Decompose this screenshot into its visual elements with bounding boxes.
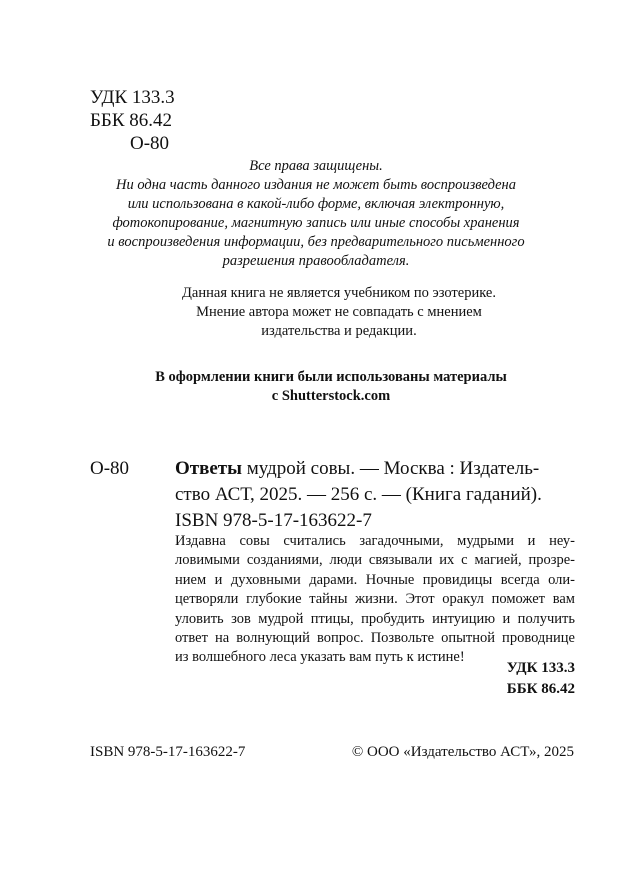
biblio-line-1 bbox=[175, 456, 539, 482]
annotation-udk: УДК 133.3 bbox=[506, 660, 575, 676]
annotation-line: нием и духовными дарами. Ночные провидицы всегда оли- bbox=[175, 571, 575, 588]
rights-line: или использована в какой-либо форме, включая электронную, bbox=[127, 196, 505, 212]
biblio-line-2: ство АСТ, 2025. — 256 с. — (Книга гаданий). bbox=[175, 484, 542, 505]
author-mark: О-80 bbox=[130, 133, 170, 154]
annotation-line: Издавна совы считались загадочными, мудрыми и неу- bbox=[175, 533, 575, 549]
biblio-title-bold: Ответы bbox=[175, 458, 242, 479]
materials-line: В оформлении книги были использованы материалы bbox=[155, 369, 507, 385]
disclaimer bbox=[0, 284, 632, 341]
annotation-codes bbox=[507, 658, 575, 700]
rights-notice bbox=[0, 157, 632, 271]
annotation-line: уловить зов мудрой птицы, пробудить интуицию и получить bbox=[175, 610, 575, 627]
footer-copyright: © ООО «Издательство АСТ», 2025 bbox=[351, 744, 574, 760]
disclaimer-line: Мнение автора может не совпадать с мнением bbox=[196, 304, 482, 320]
materials-note bbox=[0, 368, 632, 406]
materials-line: с Shutterstock.com bbox=[271, 388, 391, 404]
annotation-bbk: ББК 86.42 bbox=[506, 681, 575, 697]
annotation-line: цетворяли глубокие тайны жизни. Этот оракул поможет вам bbox=[175, 591, 575, 608]
annotation-line: ловимыми созданиями, люди связывали их с магией, прозре- bbox=[175, 552, 575, 569]
rights-line: фотокопирование, магнитную запись или иные способы хранения bbox=[112, 215, 520, 231]
disclaimer-line: издательства и редакции. bbox=[261, 323, 417, 339]
rights-line: разрешения правообладателя. bbox=[222, 253, 410, 269]
disclaimer-line: Данная книга не является учебником по эзотерике. bbox=[182, 285, 496, 301]
annotation-line: из волшебного леса указать вам путь к истине! bbox=[175, 649, 465, 666]
annotation bbox=[175, 532, 575, 668]
annotation-line: ответ на волнующий вопрос. Позвольте опытной проводнице bbox=[175, 630, 575, 647]
footer-isbn: ISBN 978-5-17-163622-7 bbox=[90, 744, 246, 760]
udk-code: УДК 133.3 bbox=[90, 87, 175, 108]
rights-line: Ни одна часть данного издания не может быть воспроизведена bbox=[115, 177, 517, 193]
biblio-author-mark: О-80 bbox=[90, 458, 130, 479]
rights-line: Все права защищены. bbox=[249, 158, 383, 174]
rights-line: и воспроизведения информации, без предварительного письменного bbox=[107, 234, 525, 250]
biblio-line-1-rest: мудрой совы. — Москва : Издатель- bbox=[241, 458, 540, 479]
biblio-isbn: ISBN 978-5-17-163622-7 bbox=[175, 510, 372, 531]
bbk-code: ББК 86.42 bbox=[90, 110, 172, 131]
